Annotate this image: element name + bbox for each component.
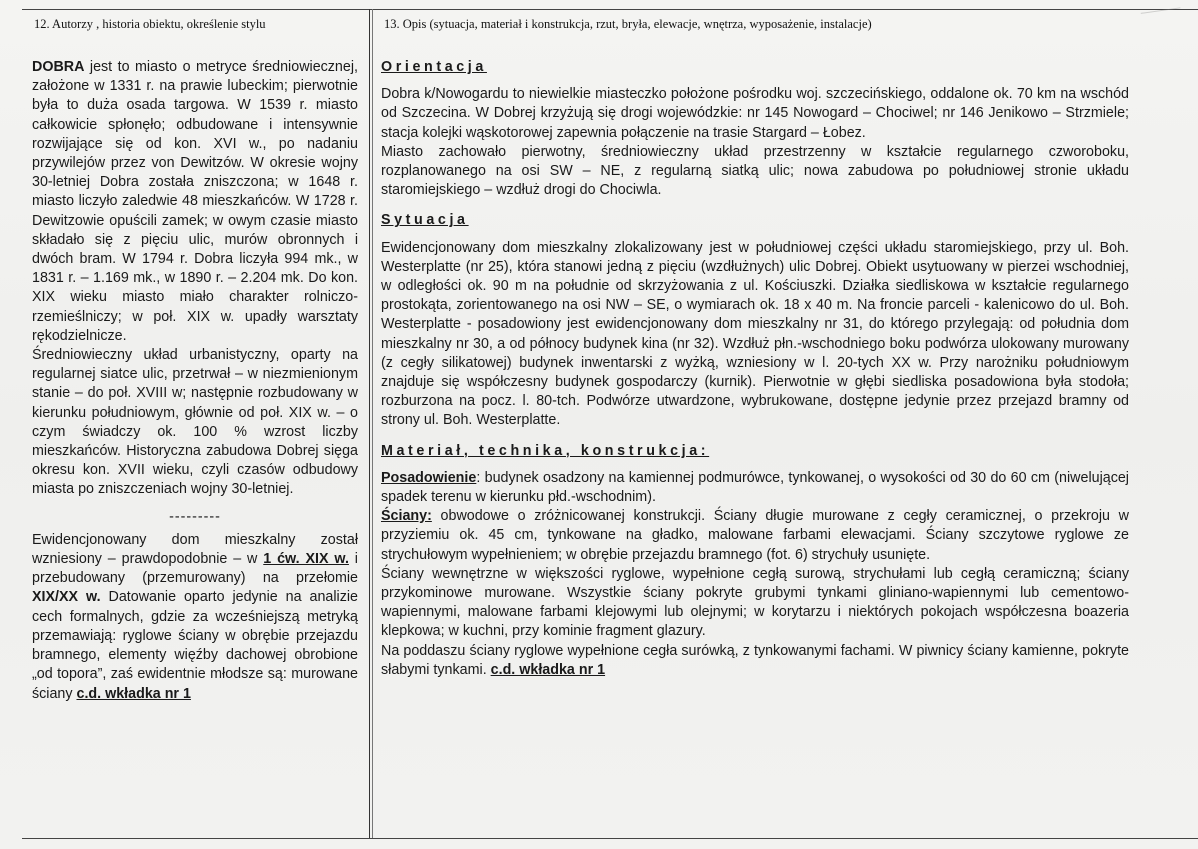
- orientacja-paragraph-1: Dobra k/Nowogardu to niewielkie miasteczko położone pośrodku woj. szczecińskiego, oddalone ok. 70 km na wschód od Szczecina. W Dobrej krzyżują się drogi wojewódzkie: nr 145 Nowogard – Chociwel; nr 146 Jenikowo – Strzmiele; stacja kolejki wąskotorowej zapewnia połączenie na trasie Stargard – Łobez.: [381, 86, 1129, 141]
- town-name: DOBRA: [32, 59, 85, 75]
- pencil-mark: [1141, 7, 1184, 33]
- posadowienie-paragraph: Posadowienie: budynek osadzony na kamiennej podmurówce, tynkowanej, o wysokości od 30 do 60 cm (niwelującej spadek terenu w kierunku płd.-wschodnim).: [381, 469, 1129, 506]
- sytuacja-paragraph: Ewidencjonowany dom mieszkalny zlokalizowany jest w południowej części układu staromiejskiego, przy ul. Boh. Westerplatte (nr 25), która stanowi jedną z pięciu (wzdłużnych) ulic Dobrej. Obiekt usytuowany w pierzei wschodniej, w odległości ok. 90 m na południe od skrzyżowania z ul. Kościuszki. Działka siedliskowa w kształcie regularnego prostokąta, zorientowanego na osi NW – SE, o wymiarach ok. 18 x 40 m. Na froncie parceli - kalenicowo do ul. Boh. Westerplatte - posadowiony jest ewidencjonowany dom mieszkalny nr 31, do którego przylegają: od południa dom mieszkalny nr 30, a od północy budynek kina (nr 32). Wzdłuż płn.-wschodniego boku podwórza ulokowany murowany (z cegły silikatowej) budynek inwentarski z wyżką, wzniesiony w l. 20-tych XX w. Przy narożniku południowym znajduje się współczesny budynek gospodarczy (kurnik). Pierwotnie w głębi siedliska posadowiona była stodoła; rozburzona na pocz. l. 80-tch. Podwórze utwardzone, wybrukowane, dostępne jedynie przez przejazd bramny od strony ul. Boh. Westerplatte.: [381, 239, 1129, 429]
- field-12-heading: 12. Autorzy , historia obiektu, określenie stylu: [34, 17, 266, 31]
- bottom-rule: [22, 838, 1198, 839]
- sciany-wewnetrzne-paragraph: Ściany wewnętrzne w większości ryglowe, wypełnione cegłą surową, strychułami lub cegłą ceramiczną; ściany przykominowe murowane. Wszystkie ściany pokryte grubymi tynkami gliniano-wapiennymi lub cementowo-wapiennymi, malowane farbami klejowymi lub olejnymi; w korytarzu i niektórych pokojach współczesna boazeria klepkowa; w kuchni, przy kominie fragment glazury.: [381, 565, 1129, 640]
- column-divider-inner: [372, 9, 373, 838]
- separator: ---------: [169, 508, 221, 525]
- section-sytuacja: Sytuacja: [381, 212, 469, 229]
- history-paragraph-2: Średniowieczny układ urbanistyczny, oparty na regularnej siatce ulic, przetrwał – w niezmienionym stanie – do poł. XVIII w; następnie rozbudowany w kierunku południowym, głównie od poł. XIX w. – o czym świadczy ok. 100 % wzrost liczby mieszkańców. Historyczna zabudowa Dobrej sięga okresu kon. XVII wieku, czyli czasów odbudowy miasta po zniszczeniach wojny 30-letniej.: [32, 347, 358, 498]
- poddasze-paragraph: Na poddaszu ściany ryglowe wypełnione cegła surówką, z tynkowanymi fachami. W piwnicy ściany kamienne, pokryte słabymi tynkami. c.d. wkładka nr 1: [381, 642, 1129, 678]
- continuation-link-right[interactable]: c.d. wkładka nr 1: [490, 661, 606, 678]
- history-column: [32, 58, 358, 704]
- column-divider: [369, 9, 370, 838]
- section-material: Materiał, technika, konstrukcja:: [381, 442, 710, 459]
- history-paragraph-3: Ewidencjonowany dom mieszkalny został wzniesiony – prawdopodobnie – w 1 ćw. XIX w. i przebudowany (przemurowany) na przełomie XIX/XX w. Datowanie oparto jedynie na analizie cech formalnych, gdzie za wcześniejszą metryką przemawiają: ryglowe ściany w obrębie przejazdu bramnego, elementy więźby dachowej obrobione „od topora”, zaś ewidentnie młodsze są: murowane ściany c.d. wkładka nr 1: [32, 531, 358, 702]
- sciany-paragraph: Ściany: obwodowe o zróżnicowanej konstrukcji. Ściany długie murowane z cegły ceramicznej, o przekroju w przyziemiu ok. 45 cm, tynkowane na gładko, malowane farbami elewacjami. Ściany szczytowe ryglowe ze strychułowym wypełnieniem; w obrębie przejazdu bramnego (fot. 6) strychuły usunięte.: [381, 508, 1129, 563]
- top-rule: [22, 9, 1198, 10]
- continuation-link[interactable]: c.d. wkładka nr 1: [76, 685, 191, 702]
- description-column: [381, 58, 1129, 680]
- orientacja-paragraph-2: Miasto zachowało pierwotny, średniowieczny układ przestrzenny w kształcie regularnego czworoboku, rozplanowanego na osi SW – NE, z regularną siatką ulic; nowa zabudowa po południowej stronie układu staromiejskiego – wzdłuż drogi do Chociwla.: [381, 143, 1129, 199]
- history-paragraph-1: DOBRA jest to miasto o metryce średniowiecznej, założone w 1331 r. na prawie lubeckim; pierwotnie była to duża osada targowa. W 1539 r. miasto całkowicie spłonęło; odbudowane i intensywnie rozwijające się od kon. XVI w., po nadaniu przywilejów przez von Dewitzów. W okresie wojny 30-letniej Dobra została zniszczona; w 1648 r. miasto liczyło zaledwie 48 mieszkańców. W 1728 r. Dewitzowie opuścili zamek; w owym czasie miasto składało się z pięciu ulic, murów obronnych i dwóch bram. W 1794 r. Dobra liczyła 994 mk., w 1831 r. – 1.169 mk., w 1890 r. – 2.204 mk. Do kon. XIX wieku miasto miało charakter rolniczo-rzemieślniczy; w poł. XIX w. upadły warsztaty rękodzielnicze.: [32, 59, 358, 344]
- field-13-heading: 13. Opis (sytuacja, materiał i konstrukcja, rzut, bryła, elewacje, wnętrza, wyposażenie, instalacje): [384, 17, 872, 31]
- section-orientacja: Orientacja: [381, 59, 487, 75]
